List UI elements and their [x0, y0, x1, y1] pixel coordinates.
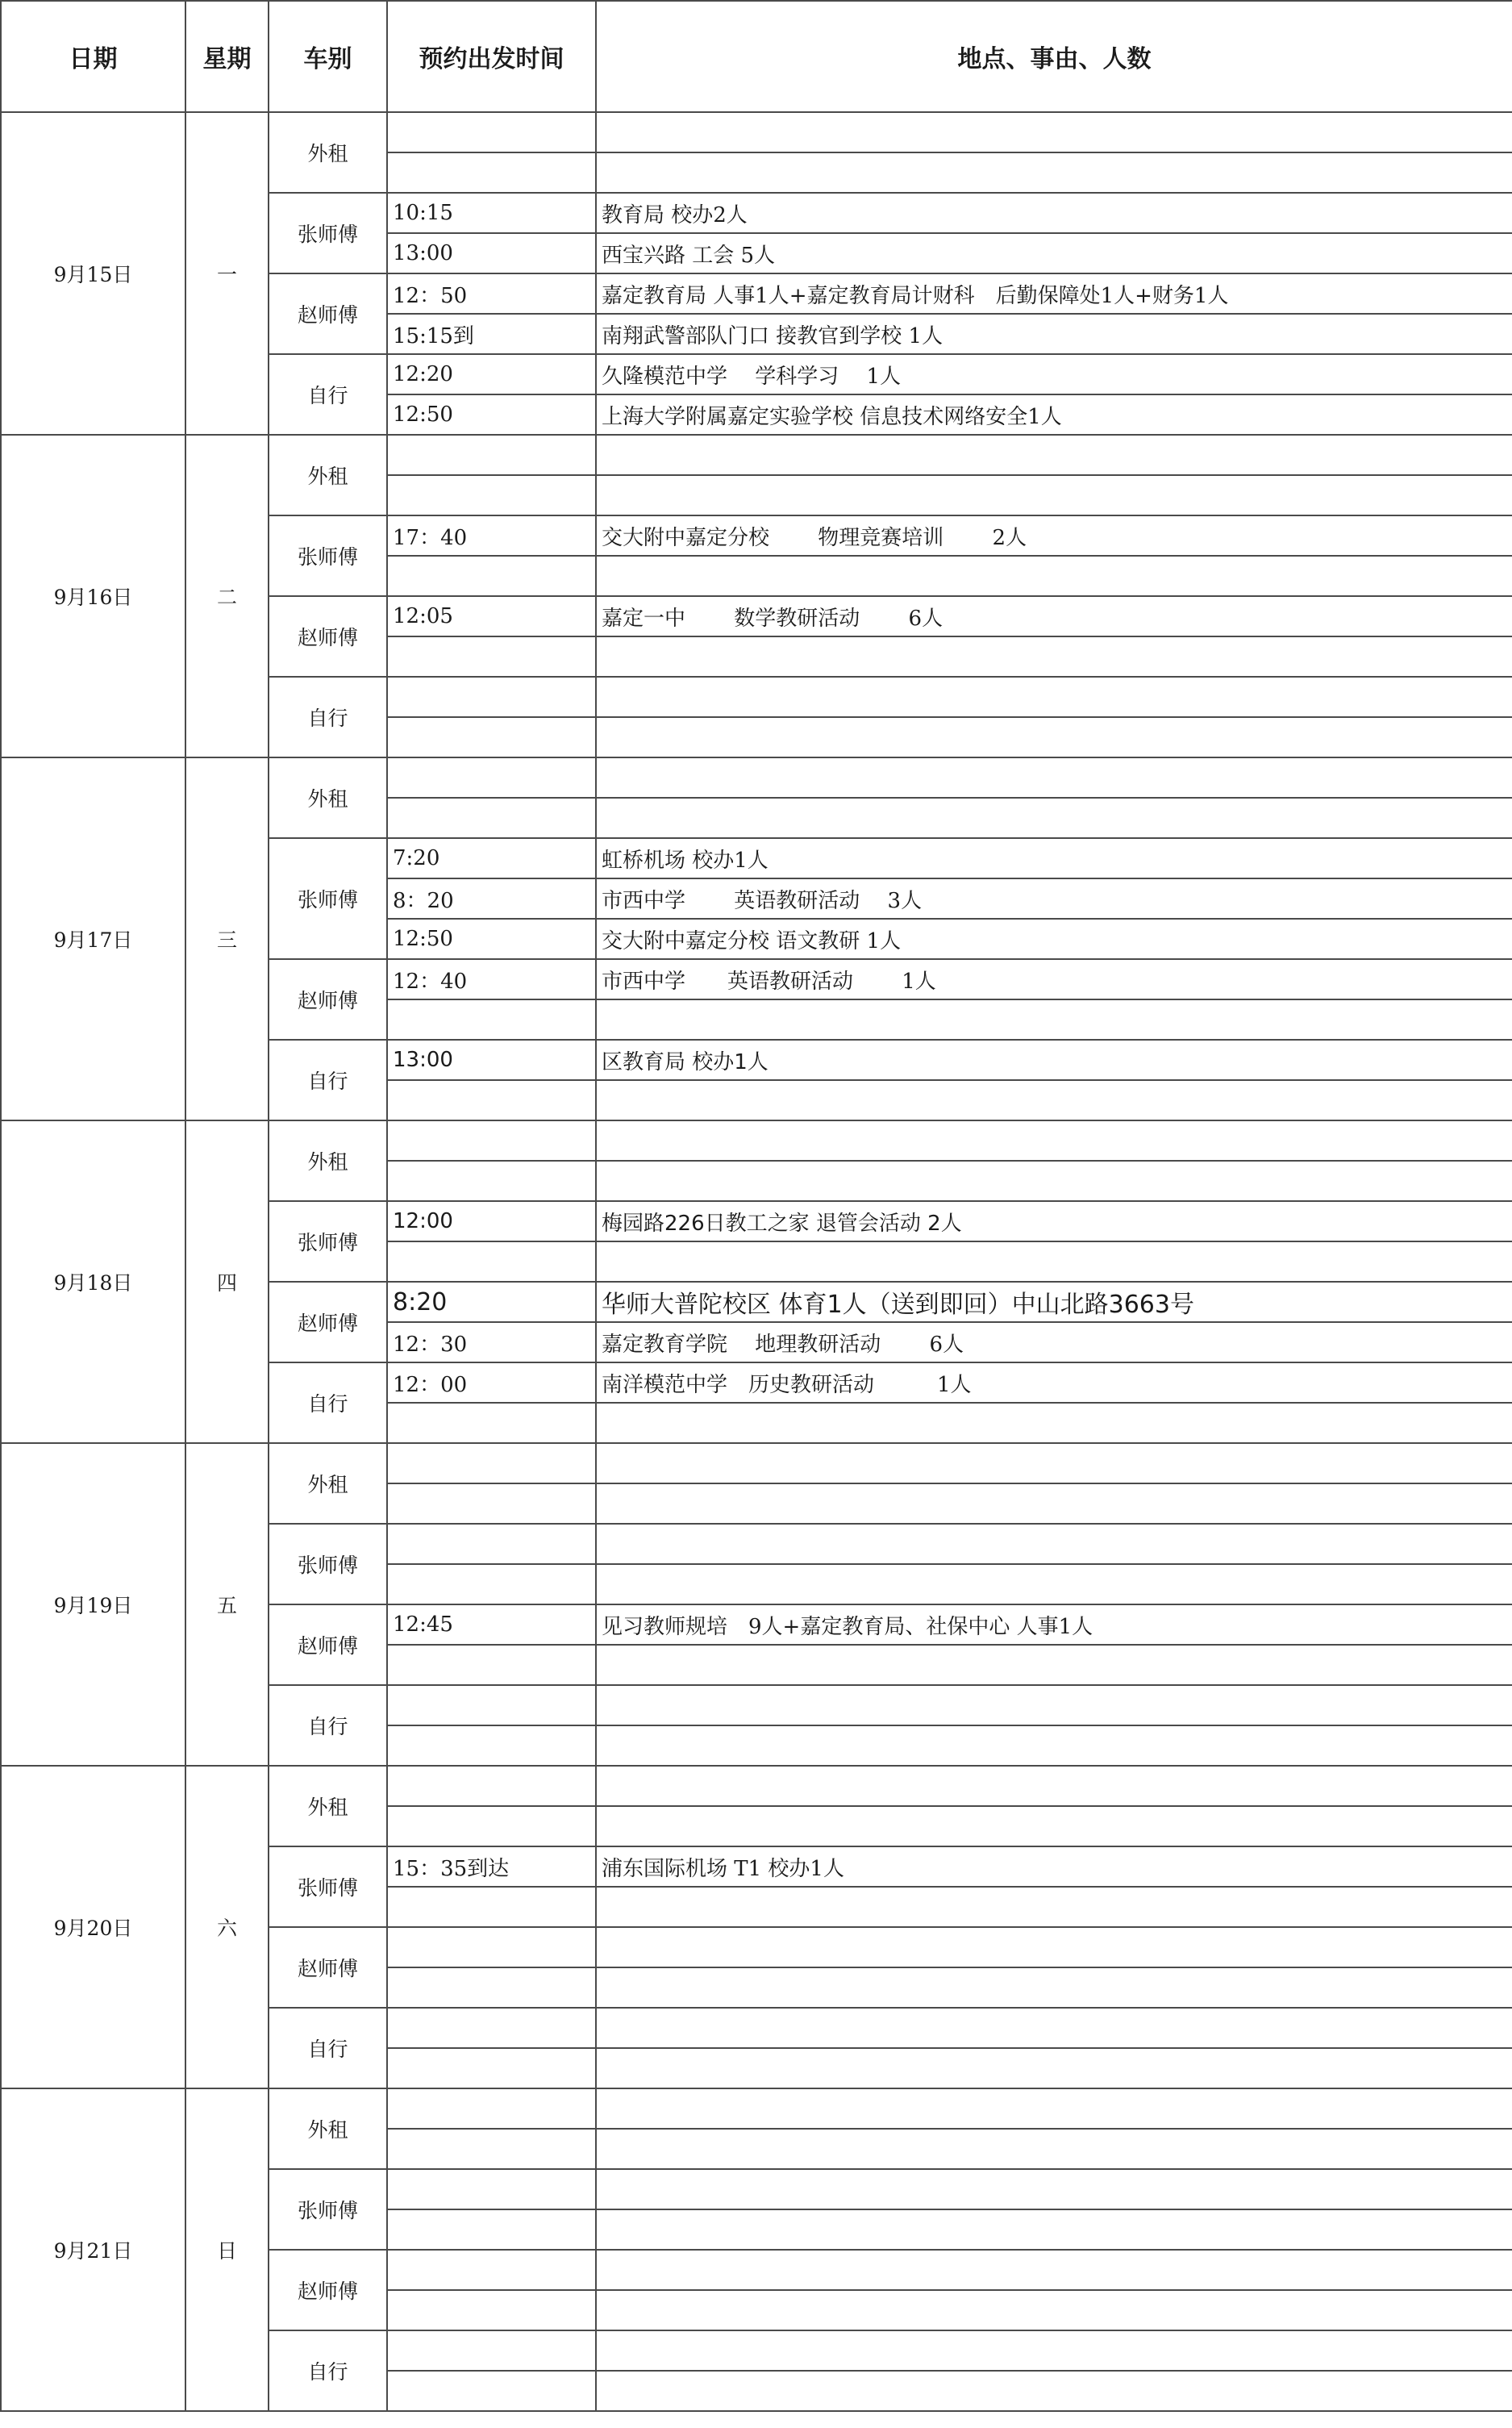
trip-detail-cell: [596, 2209, 1512, 2250]
date-cell: 9月19日: [1, 1443, 185, 1766]
trip-detail-cell: 市西中学 英语教研活动 3人: [596, 878, 1512, 919]
weekday-cell: 一: [185, 112, 269, 435]
departure-time-cell: [387, 1967, 596, 2008]
trip-detail-cell: [596, 475, 1512, 515]
vehicle-cell: 外租: [269, 757, 387, 838]
vehicle-cell: 张师傅: [269, 193, 387, 273]
trip-detail-cell: [596, 1443, 1512, 1483]
departure-time-cell: 15:15到: [387, 314, 596, 354]
vehicle-cell: 外租: [269, 112, 387, 193]
departure-time-cell: [387, 2250, 596, 2290]
departure-time-cell: 12：00: [387, 1362, 596, 1403]
departure-time-cell: [387, 1241, 596, 1282]
departure-time-cell: 8：20: [387, 878, 596, 919]
weekday-cell: 日: [185, 2088, 269, 2411]
departure-time-cell: 12：40: [387, 959, 596, 999]
trip-detail-cell: [596, 2290, 1512, 2330]
trip-detail-cell: 教育局 校办2人: [596, 193, 1512, 233]
trip-detail-cell: [596, 1645, 1512, 1685]
trip-detail-cell: [596, 2088, 1512, 2129]
vehicle-cell: 外租: [269, 1120, 387, 1201]
trip-detail-cell: [596, 435, 1512, 475]
departure-time-cell: [387, 1725, 596, 1766]
departure-time-cell: [387, 1080, 596, 1120]
departure-time-cell: [387, 1806, 596, 1846]
trip-detail-cell: 嘉定教育局 人事1人+嘉定教育局计财科 后勤保障处1人+财务1人: [596, 273, 1512, 314]
trip-detail-cell: 南洋模范中学 历史教研活动 1人: [596, 1362, 1512, 1403]
departure-time-cell: [387, 636, 596, 677]
vehicle-cell: 自行: [269, 677, 387, 757]
schedule-row: [1, 1766, 1512, 1806]
departure-time-cell: [387, 1483, 596, 1524]
vehicle-cell: 张师傅: [269, 1201, 387, 1282]
vehicle-cell: 自行: [269, 1685, 387, 1766]
trip-detail-cell: [596, 757, 1512, 798]
trip-detail-cell: [596, 2129, 1512, 2169]
trip-detail-cell: 浦东国际机场 T1 校办1人: [596, 1846, 1512, 1887]
departure-time-cell: [387, 1685, 596, 1725]
vehicle-cell: 外租: [269, 1443, 387, 1524]
departure-time-cell: [387, 2290, 596, 2330]
trip-detail-cell: [596, 1806, 1512, 1846]
vehicle-cell: 赵师傅: [269, 1282, 387, 1362]
vehicle-cell: 外租: [269, 1766, 387, 1846]
departure-time-cell: [387, 999, 596, 1040]
departure-time-cell: 7:20: [387, 838, 596, 878]
departure-time-cell: [387, 2088, 596, 2129]
schedule-row: [1, 112, 1512, 152]
departure-time-cell: 12:45: [387, 1604, 596, 1645]
trip-detail-cell: 华师大普陀校区 体育1人（送到即回）中山北路3663号: [596, 1282, 1512, 1322]
trip-detail-cell: [596, 1564, 1512, 1604]
departure-time-cell: [387, 717, 596, 757]
trip-detail-cell: 市西中学 英语教研活动 1人: [596, 959, 1512, 999]
trip-detail-cell: 梅园路226日教工之家 退管会活动 2人: [596, 1201, 1512, 1241]
trip-detail-cell: [596, 556, 1512, 596]
trip-detail-cell: [596, 677, 1512, 717]
vehicle-cell: 自行: [269, 1040, 387, 1120]
departure-time-cell: [387, 2008, 596, 2048]
weekday-cell: 二: [185, 435, 269, 757]
departure-time-cell: 12:20: [387, 354, 596, 394]
trip-detail-cell: [596, 717, 1512, 757]
header-row: [1, 1, 1512, 112]
departure-time-cell: 13:00: [387, 1040, 596, 1080]
departure-time-cell: [387, 2169, 596, 2209]
departure-time-cell: [387, 2371, 596, 2411]
trip-detail-cell: 嘉定教育学院 地理教研活动 6人: [596, 1322, 1512, 1362]
vehicle-cell: 自行: [269, 2330, 387, 2411]
date-cell: 9月15日: [1, 112, 185, 435]
trip-detail-cell: [596, 1766, 1512, 1806]
trip-detail-cell: [596, 999, 1512, 1040]
departure-time-cell: 15：35到达: [387, 1846, 596, 1887]
vehicle-cell: 张师傅: [269, 1846, 387, 1927]
trip-detail-cell: 交大附中嘉定分校 语文教研 1人: [596, 919, 1512, 959]
weekday-cell: 三: [185, 757, 269, 1120]
departure-time-cell: [387, 1927, 596, 1967]
departure-time-cell: [387, 1564, 596, 1604]
departure-time-cell: [387, 1887, 596, 1927]
vehicle-cell: 自行: [269, 354, 387, 435]
departure-time-cell: 12:50: [387, 394, 596, 435]
trip-detail-cell: 见习教师规培 9人+嘉定教育局、社保中心 人事1人: [596, 1604, 1512, 1645]
departure-time-cell: 13:00: [387, 233, 596, 273]
trip-detail-cell: [596, 1967, 1512, 2008]
trip-detail-cell: [596, 1161, 1512, 1201]
departure-time-cell: [387, 1443, 596, 1483]
trip-detail-cell: [596, 1887, 1512, 1927]
date-cell: 9月16日: [1, 435, 185, 757]
trip-detail-cell: 久隆模范中学 学科学习 1人: [596, 354, 1512, 394]
trip-detail-cell: [596, 1403, 1512, 1443]
departure-time-cell: 12:05: [387, 596, 596, 636]
weekday-cell: 六: [185, 1766, 269, 2088]
date-cell: 9月21日: [1, 2088, 185, 2411]
trip-detail-cell: [596, 636, 1512, 677]
departure-time-cell: [387, 2048, 596, 2088]
trip-detail-cell: [596, 2330, 1512, 2371]
trip-detail-cell: [596, 1524, 1512, 1564]
vehicle-cell: 赵师傅: [269, 1927, 387, 2008]
trip-detail-cell: [596, 1080, 1512, 1120]
trip-detail-cell: [596, 1483, 1512, 1524]
schedule-row: [1, 1120, 1512, 1161]
departure-time-cell: [387, 2330, 596, 2371]
departure-time-cell: [387, 475, 596, 515]
departure-time-cell: 12：50: [387, 273, 596, 314]
trip-detail-cell: [596, 798, 1512, 838]
trip-detail-cell: [596, 112, 1512, 152]
trip-detail-cell: [596, 1685, 1512, 1725]
schedule-row: [1, 2088, 1512, 2129]
trip-detail-cell: [596, 2169, 1512, 2209]
header-time: 预约出发时间: [387, 1, 596, 112]
date-cell: 9月20日: [1, 1766, 185, 2088]
trip-detail-cell: [596, 2008, 1512, 2048]
trip-detail-cell: 嘉定一中 数学教研活动 6人: [596, 596, 1512, 636]
trip-detail-cell: 上海大学附属嘉定实验学校 信息技术网络安全1人: [596, 394, 1512, 435]
departure-time-cell: [387, 112, 596, 152]
trip-detail-cell: [596, 1725, 1512, 1766]
schedule-body: [1, 112, 1512, 2411]
trip-detail-cell: 西宝兴路 工会 5人: [596, 233, 1512, 273]
trip-detail-cell: [596, 2250, 1512, 2290]
trip-detail-cell: [596, 1927, 1512, 1967]
vehicle-cell: 赵师傅: [269, 959, 387, 1040]
departure-time-cell: [387, 556, 596, 596]
vehicle-cell: 张师傅: [269, 2169, 387, 2250]
schedule-row: [1, 757, 1512, 798]
vehicle-cell: 自行: [269, 2008, 387, 2088]
vehicle-cell: 自行: [269, 1362, 387, 1443]
vehicle-cell: 赵师傅: [269, 2250, 387, 2330]
trip-detail-cell: [596, 1120, 1512, 1161]
trip-detail-cell: [596, 1241, 1512, 1282]
schedule-row: [1, 1443, 1512, 1483]
departure-time-cell: [387, 152, 596, 193]
departure-time-cell: [387, 757, 596, 798]
departure-time-cell: 12:50: [387, 919, 596, 959]
departure-time-cell: [387, 1161, 596, 1201]
trip-detail-cell: [596, 2048, 1512, 2088]
departure-time-cell: 8:20: [387, 1282, 596, 1322]
departure-time-cell: [387, 1120, 596, 1161]
departure-time-cell: [387, 677, 596, 717]
vehicle-cell: 张师傅: [269, 1524, 387, 1604]
trip-detail-cell: [596, 2371, 1512, 2411]
date-cell: 9月18日: [1, 1120, 185, 1443]
vehicle-cell: 张师傅: [269, 515, 387, 596]
departure-time-cell: [387, 1403, 596, 1443]
header-vehicle: 车别: [269, 1, 387, 112]
vehicle-cell: 外租: [269, 435, 387, 515]
departure-time-cell: 12:00: [387, 1201, 596, 1241]
header-weekday: 星期: [185, 1, 269, 112]
vehicle-cell: 赵师傅: [269, 596, 387, 677]
header-date: 日期: [1, 1, 185, 112]
weekday-cell: 四: [185, 1120, 269, 1443]
schedule-row: [1, 435, 1512, 475]
date-cell: 9月17日: [1, 757, 185, 1120]
departure-time-cell: [387, 798, 596, 838]
trip-detail-cell: 交大附中嘉定分校 物理竞赛培训 2人: [596, 515, 1512, 556]
departure-time-cell: [387, 435, 596, 475]
trip-detail-cell: 区教育局 校办1人: [596, 1040, 1512, 1080]
vehicle-cell: 赵师傅: [269, 1604, 387, 1685]
trip-detail-cell: 南翔武警部队门口 接教官到学校 1人: [596, 314, 1512, 354]
trip-detail-cell: 虹桥机场 校办1人: [596, 838, 1512, 878]
vehicle-cell: 赵师傅: [269, 273, 387, 354]
vehicle-cell: 外租: [269, 2088, 387, 2169]
departure-time-cell: 10:15: [387, 193, 596, 233]
trip-detail-cell: [596, 152, 1512, 193]
departure-time-cell: 17：40: [387, 515, 596, 556]
vehicle-cell: 张师傅: [269, 838, 387, 959]
header-detail: 地点、事由、人数: [596, 1, 1512, 112]
departure-time-cell: [387, 1766, 596, 1806]
weekday-cell: 五: [185, 1443, 269, 1766]
departure-time-cell: [387, 2209, 596, 2250]
departure-time-cell: [387, 1524, 596, 1564]
departure-time-cell: [387, 2129, 596, 2169]
departure-time-cell: [387, 1645, 596, 1685]
departure-time-cell: 12：30: [387, 1322, 596, 1362]
